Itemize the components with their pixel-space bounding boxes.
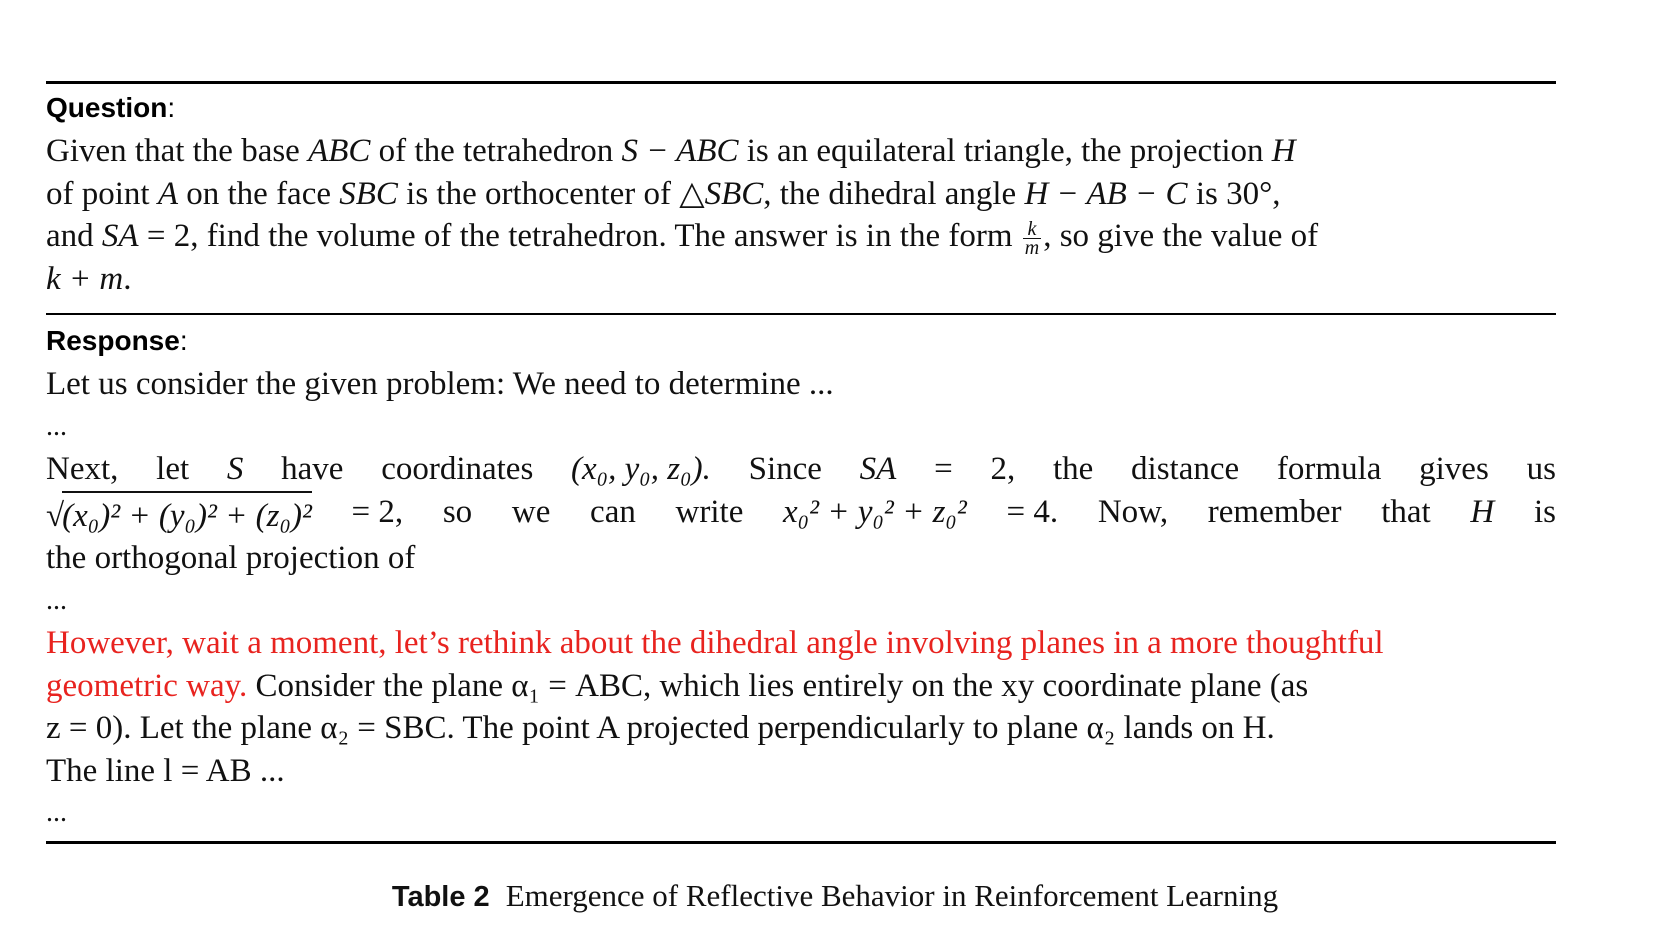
c1-w11: distance [1131,451,1240,487]
c2-w11: is [1533,493,1556,530]
c1-w1: let [156,451,190,487]
response-intro: Let us consider the given problem: We need to determine ... [46,366,834,402]
coord-line-1 [46,448,1556,491]
q1-seg3: S − ABC [621,133,739,169]
question-text [46,130,1556,300]
sqrt-expression [46,491,312,538]
c1-w2: S [226,451,244,487]
q3-seg1: SA [101,218,139,254]
question-label [46,90,1556,126]
q2-seg5: SBC [704,175,764,212]
c1-w5: (x₀, y₀, z₀). [571,451,711,487]
fraction-numerator: k [1023,220,1041,239]
q2-seg8: is 30°, [1187,175,1281,212]
c1-w3: have [281,451,344,487]
q3-seg5: , so give the value of [1043,218,1319,254]
question-label-text: Question [46,92,168,123]
q4-seg1: . [123,260,132,297]
response-block [46,323,1556,835]
sqrt-sign: √ [46,497,65,534]
c2-w9: that [1381,493,1431,530]
q3-seg2: = 2, find the volume of the tetrahedron. The answer is in the form [138,218,1021,254]
reflection-line-2 [46,665,1556,708]
coord-line-2 [46,491,1556,538]
question-block [46,90,1556,300]
c1-w0: Next, [46,451,119,487]
reflection-line-4: The line l = AB ... [46,752,285,789]
response-label [46,323,1556,359]
c2-w6: = 4. [1006,493,1059,530]
q2-seg7: H − AB − C [1024,175,1188,212]
fraction-denominator: m [1024,236,1040,259]
c1-w7: SA [859,451,897,487]
q2-seg6: , the dihedral angle [763,175,1025,212]
question-line-2 [46,173,1556,216]
c2-w7: Now, [1097,493,1169,530]
c2-w0: = 2, [351,493,404,530]
question-line-3 [46,215,1556,258]
caption-number: Table 2 [391,881,490,913]
q1-seg1: ABC [308,133,371,169]
c1-w9: 2, [990,451,1016,487]
c1-w14: us [1526,451,1556,487]
question-label-colon: : [167,92,176,123]
q2-seg1: A [157,175,178,212]
c1-w8: = [934,451,953,487]
q1-seg0: Given that the base [46,133,309,169]
q3-seg0: and [46,218,102,254]
c2-w5: x₀² + y₀² + z₀² [783,493,967,530]
c2-w4: write [675,493,744,530]
question-line-4 [46,258,1556,301]
c1-w13: gives [1419,451,1489,487]
q1-seg2: of the tetrahedron [370,133,622,169]
q2-seg4: is the orthocenter of △ [397,175,705,212]
c2-w1: so [442,493,473,530]
c1-w10: the [1052,451,1094,487]
bottom-rule [46,841,1556,844]
sqrt-radicand: (x₀)² + (y₀)² + (z₀)² [62,491,312,538]
c2-w2: we [511,493,551,530]
response-label-colon: : [179,325,188,356]
ellipsis-1: ... [46,410,67,442]
response-label-text: Response [46,325,180,356]
question-line-1 [46,130,1556,173]
ellipsis-3: ... [46,797,67,828]
q2-seg0: of point [46,175,158,212]
c2-w10: H [1470,493,1495,530]
coord-line-3: the orthogonal projection of [46,540,416,576]
caption-text: Emergence of Reflective Behavior in Reinforcement Learning [505,878,1279,913]
q1-seg4: is an equilateral triangle, the projection [738,133,1272,169]
q2-seg3: SBC [339,175,398,212]
top-rule [46,81,1556,84]
c1-w4: coordinates [381,451,534,487]
ellipsis-2: ... [46,584,67,616]
reflection-highlight-line-2: geometric way. [46,667,248,704]
response-text [46,363,1556,835]
c1-w6: Since [748,451,822,487]
q2-seg2: on the face [178,175,340,212]
middle-rule [46,313,1556,315]
fraction-k-over-m [1023,217,1041,259]
table-caption [0,878,1670,915]
q1-seg5: H [1271,133,1296,169]
c2-w8: remember [1207,493,1342,530]
reflection-highlight-line-1: However, wait a moment, let’s rethink about the dihedral angle involving planes in a more thoughtful [46,625,1384,661]
reflection-line-3: z = 0). Let the plane α₂ = SBC. The point A projected perpendicularly to plane α₂ lands on H. [46,710,1275,746]
q4-seg0: k + m [46,260,124,297]
reflection-line-2-rest: Consider the plane α₁ = ABC, which lies entirely on the xy coordinate plane (as [247,667,1309,704]
c1-w12: formula [1276,451,1382,487]
c2-w3: can [590,493,636,530]
